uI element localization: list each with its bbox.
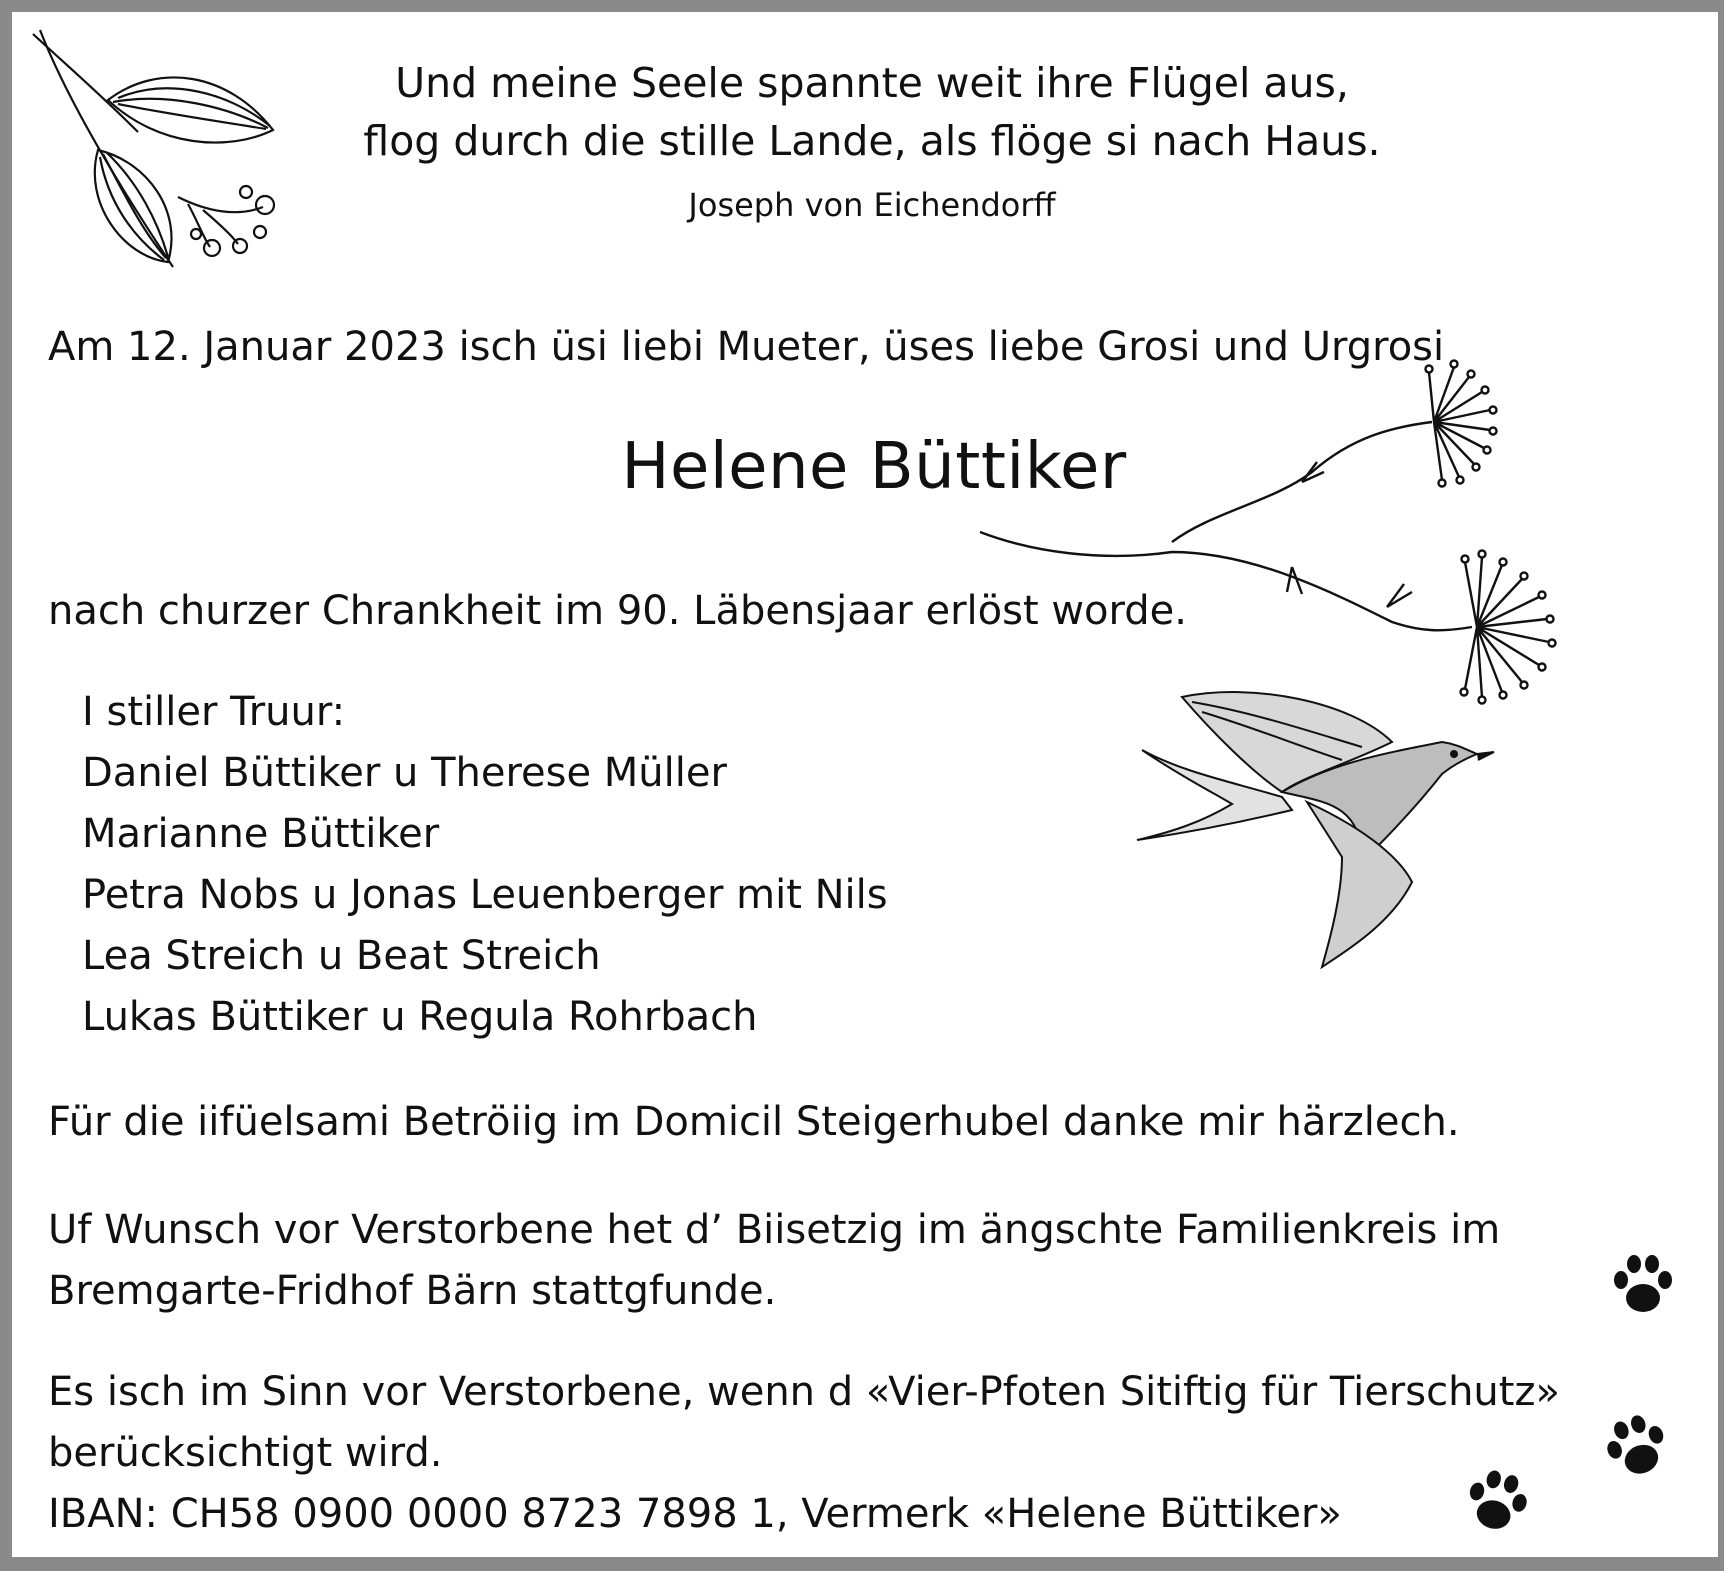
paw-print-icon	[1608, 1250, 1678, 1320]
thanks-paragraph: Für die iifüelsami Betröiig im Domicil Steigerhubel danke mir härzlech.	[48, 1099, 1460, 1145]
floral-sprig-icon	[28, 22, 298, 282]
donation-iban: IBAN: CH58 0900 0000 8723 7898 1, Vermerk «Helene Büttiker»	[48, 1491, 1342, 1537]
poem-quote	[312, 54, 1432, 170]
paw-print-icon	[1602, 1412, 1672, 1482]
deceased-name: Helene Büttiker	[621, 430, 1127, 504]
burial-paragraph	[48, 1200, 1500, 1322]
mourner-entry: Daniel Büttiker u Therese Müller	[82, 750, 727, 796]
donation-line: Es isch im Sinn vor Verstorbene, wenn d «Vier-Pfoten Sitiftig für Tierschutz»	[48, 1369, 1560, 1415]
burial-line: Bremgarte-Fridhof Bärn stattgfunde.	[48, 1268, 777, 1314]
paw-print-icon	[1462, 1467, 1532, 1537]
mourner-entry: Marianne Büttiker	[82, 811, 440, 857]
intro-text: Am 12. Januar 2023 isch üsi liebi Mueter, üses liebe Grosi und Urgrosi	[48, 324, 1445, 370]
poem-line: Und meine Seele spannte weit ihre Flügel aus,	[395, 59, 1349, 107]
mourner-entry: Lea Streich u Beat Streich	[82, 933, 601, 979]
poem-author: Joseph von Eichendorff	[688, 186, 1056, 224]
mourner-entry: Petra Nobs u Jonas Leuenberger mit Nils	[82, 872, 888, 918]
swallow-icon	[1132, 682, 1502, 972]
passing-note: nach churzer Chrankheit im 90. Läbensjaar erlöst worde.	[48, 588, 1187, 634]
donation-line: berücksichtigt wird.	[48, 1430, 443, 1476]
mourners-heading: I stiller Truur:	[82, 689, 346, 735]
donation-paragraph	[48, 1362, 1560, 1545]
mourner-entry: Lukas Büttiker u Regula Rohrbach	[82, 994, 758, 1040]
poem-line: flog durch die stille Lande, als flöge si nach Haus.	[363, 117, 1381, 165]
dandelion-branch-icon	[972, 352, 1632, 712]
burial-line: Uf Wunsch vor Verstorbene het d’ Biisetzig im ängschte Familienkreis im	[48, 1207, 1501, 1253]
mourners-list	[82, 682, 888, 1048]
